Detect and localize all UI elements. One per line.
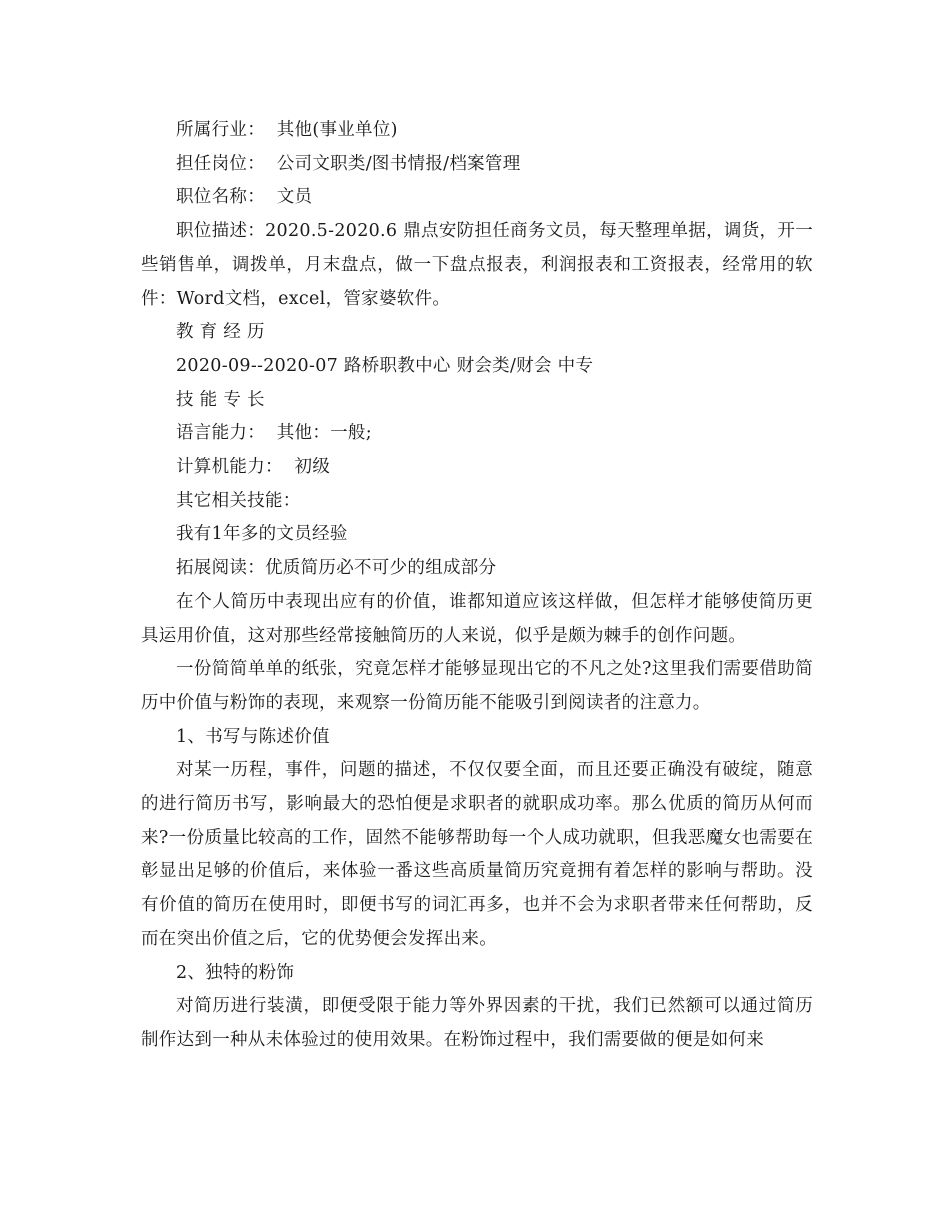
language-skill-line: 语言能力： 其他：一般; — [176, 423, 372, 444]
experience-line: 我有1年多的文员经验 — [176, 524, 348, 545]
position-line: 担任岗位： 公司文职类/图书情报/档案管理 — [176, 153, 521, 174]
body-paragraph-1: 在个人简历中表现出应有的价值，谁都知道应该这样做，但怎样才能够使简历更具运用价值，这对那些经常接触简历的人来说，似乎是颇为棘手的创作问题。 — [141, 591, 813, 646]
section-2-heading: 2、独特的粉饰 — [176, 962, 295, 983]
section-1-heading: 1、书写与陈述价值 — [176, 726, 330, 747]
skills-heading: 技 能 专 长 — [176, 389, 265, 410]
extended-reading-line: 拓展阅读：优质简历必不可少的组成部分 — [176, 558, 497, 579]
body-paragraph-3: 对某一历程，事件，问题的描述，不仅仅要全面，而且还要正确没有破绽，随意的进行简历书写，影响最大的恐怕便是求职者的就职成功率。那么优质的简历从何而来?一份质量比较高的工作，固然不能够帮助每一个人成功就职，但我恶魔女也需要在彰显出足够的价值后，来体验一番这些高质量简历究竟拥有着怎样的影响与帮助。没有价值的简历在使用时，即便书写的词汇再多，也并不会为求职者带来任何帮助，反而在突出价值之后，它的优势便会发挥出来。 — [141, 760, 813, 949]
document-body — [141, 114, 813, 1058]
body-paragraph-2: 一份简简单单的纸张，究竟怎样才能够显现出它的不凡之处?这里我们需要借助简历中价值与粉饰的表现，来观察一份简历能不能吸引到阅读者的注意力。 — [141, 659, 813, 713]
education-entry: 2020-09--2020-07 路桥职教中心 财会类/财会 中专 — [176, 355, 594, 376]
job-title-line: 职位名称： 文员 — [176, 187, 313, 208]
computer-skill-line: 计算机能力： 初级 — [176, 457, 331, 478]
body-paragraph-4: 对简历进行装潢，即便受限于能力等外界因素的干扰，我们已然额可以通过简历制作达到一种从未体验过的使用效果。在粉饰过程中，我们需要做的便是如何来 — [141, 996, 813, 1050]
education-heading: 教 育 经 历 — [176, 322, 265, 343]
industry-line: 所属行业： 其他(事业单位) — [176, 120, 398, 140]
other-skills-line: 其它相关技能： — [176, 490, 301, 511]
job-description-paragraph: 职位描述：2020.5-2020.6 鼎点安防担任商务文员，每天整理单据，调货，开一些销售单，调拨单，月末盘点，做一下盘点报表，利润报表和工资报表，经常用的软件：Word文档，excel，管家婆软件。 — [141, 221, 813, 309]
